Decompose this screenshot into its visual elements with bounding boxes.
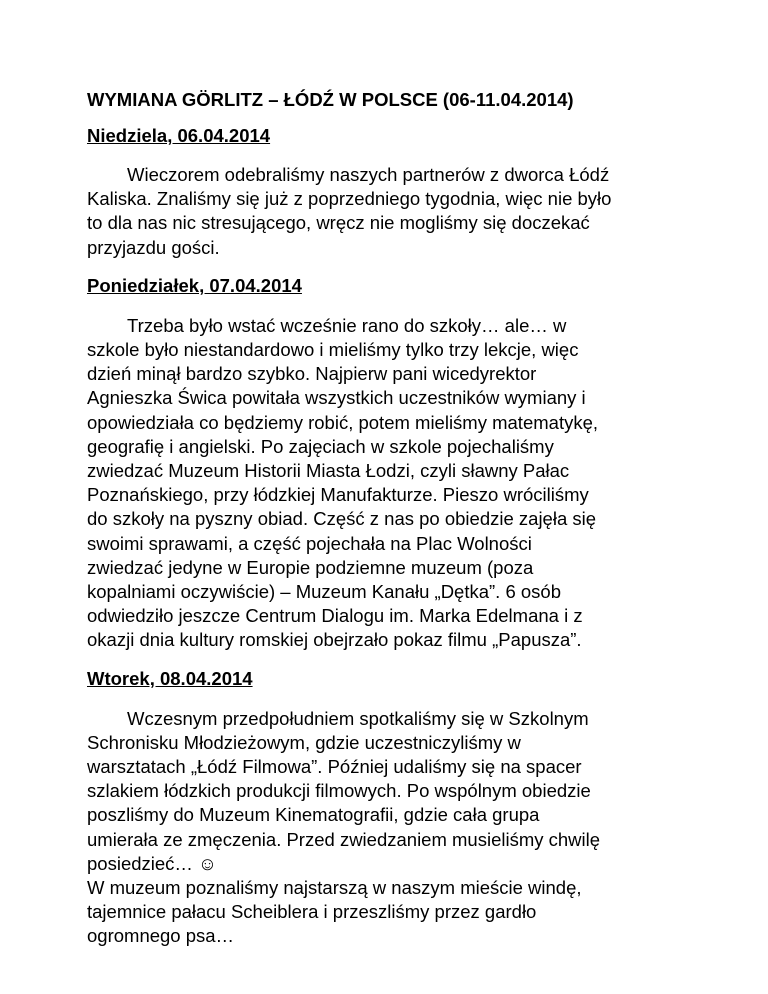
day-paragraph-monday — [87, 314, 687, 653]
paragraph-line: tajemnice pałacu Scheiblera i przeszliśmy przez gardło — [87, 901, 537, 923]
document-title: WYMIANA GÖRLITZ – ŁÓDŹ W POLSCE (06-11.04.2014) — [87, 89, 574, 110]
paragraph-line: warsztatach „Łódź Filmowa”. Później udaliśmy się na spacer — [87, 756, 582, 778]
paragraph-line: Wieczorem odebraliśmy naszych partnerów z dworca Łódź — [127, 164, 610, 185]
paragraph-line: Kaliska. Znaliśmy się już z poprzedniego tygodnia, więc nie było — [87, 188, 612, 210]
paragraph-line: to dla nas nic stresującego, wręcz nie mogliśmy się doczekać — [87, 212, 590, 234]
paragraph-line: dzień minął bardzo szybko. Najpierw pani wicedyrektor — [87, 363, 537, 385]
document-page — [87, 80, 687, 949]
paragraph-line: szkole było niestandardowo i mieliśmy tylko trzy lekcje, więc — [87, 339, 579, 361]
paragraph-line: posiedzieć… ☺ — [87, 852, 217, 874]
paragraph-line: Schronisku Młodzieżowym, gdzie uczestniczyliśmy w — [87, 731, 521, 753]
day-paragraph-tuesday — [87, 707, 687, 949]
day-heading-tuesday: Wtorek, 08.04.2014 — [87, 667, 253, 689]
paragraph-line: okazji dnia kultury romskiej obejrzało pokaz filmu „Papusza”. — [87, 629, 582, 651]
paragraph-line: zwiedzać jedyne w Europie podziemne muzeum (poza — [87, 556, 534, 578]
paragraph-line: W muzeum poznaliśmy najstarszą w naszym mieście windę, — [87, 877, 582, 899]
paragraph-line: swoimi sprawami, a część pojechała na Plac Wolności — [87, 532, 532, 554]
paragraph-line: do szkoły na pyszny obiad. Część z nas po obiedzie zajęła się — [87, 508, 597, 530]
paragraph-line: kopalniami oczywiście) – Muzeum Kanału „Dętka”. 6 osób — [87, 581, 562, 603]
paragraph-line: przyjazdu gości. — [87, 236, 220, 258]
paragraph-line: Trzeba było wstać wcześnie rano do szkoły… ale… w — [127, 314, 567, 336]
paragraph-line: odwiedziło jeszcze Centrum Dialogu im. Marka Edelmana i z — [87, 605, 583, 627]
paragraph-line: geografię i angielski. Po zajęciach w szkole pojechaliśmy — [87, 435, 554, 457]
paragraph-line: Agnieszka Świca powitała wszystkich uczestników wymiany i — [87, 387, 586, 409]
paragraph-line: zwiedzać Muzeum Historii Miasta Łodzi, czyli sławny Pałac — [87, 460, 570, 482]
paragraph-line: Poznańskiego, przy łódzkiej Manufakturze. Pieszo wróciliśmy — [87, 484, 589, 506]
day-paragraph-sunday — [87, 163, 687, 260]
paragraph-line: szlakiem łódzkich produkcji filmowych. Po wspólnym obiedzie — [87, 780, 591, 802]
paragraph-line: ogromnego psa… — [87, 925, 235, 947]
paragraph-line: umierała ze zmęczenia. Przed zwiedzaniem musieliśmy chwilę — [87, 828, 601, 850]
day-heading-monday: Poniedziałek, 07.04.2014 — [87, 274, 302, 296]
paragraph-line: poszliśmy do Muzeum Kinematografii, gdzie cała grupa — [87, 804, 540, 826]
paragraph-line: opowiedziała co będziemy robić, potem mieliśmy matematykę, — [87, 411, 599, 433]
day-heading-sunday: Niedziela, 06.04.2014 — [87, 125, 271, 146]
paragraph-line: Wczesnym przedpołudniem spotkaliśmy się w Szkolnym — [127, 707, 589, 729]
